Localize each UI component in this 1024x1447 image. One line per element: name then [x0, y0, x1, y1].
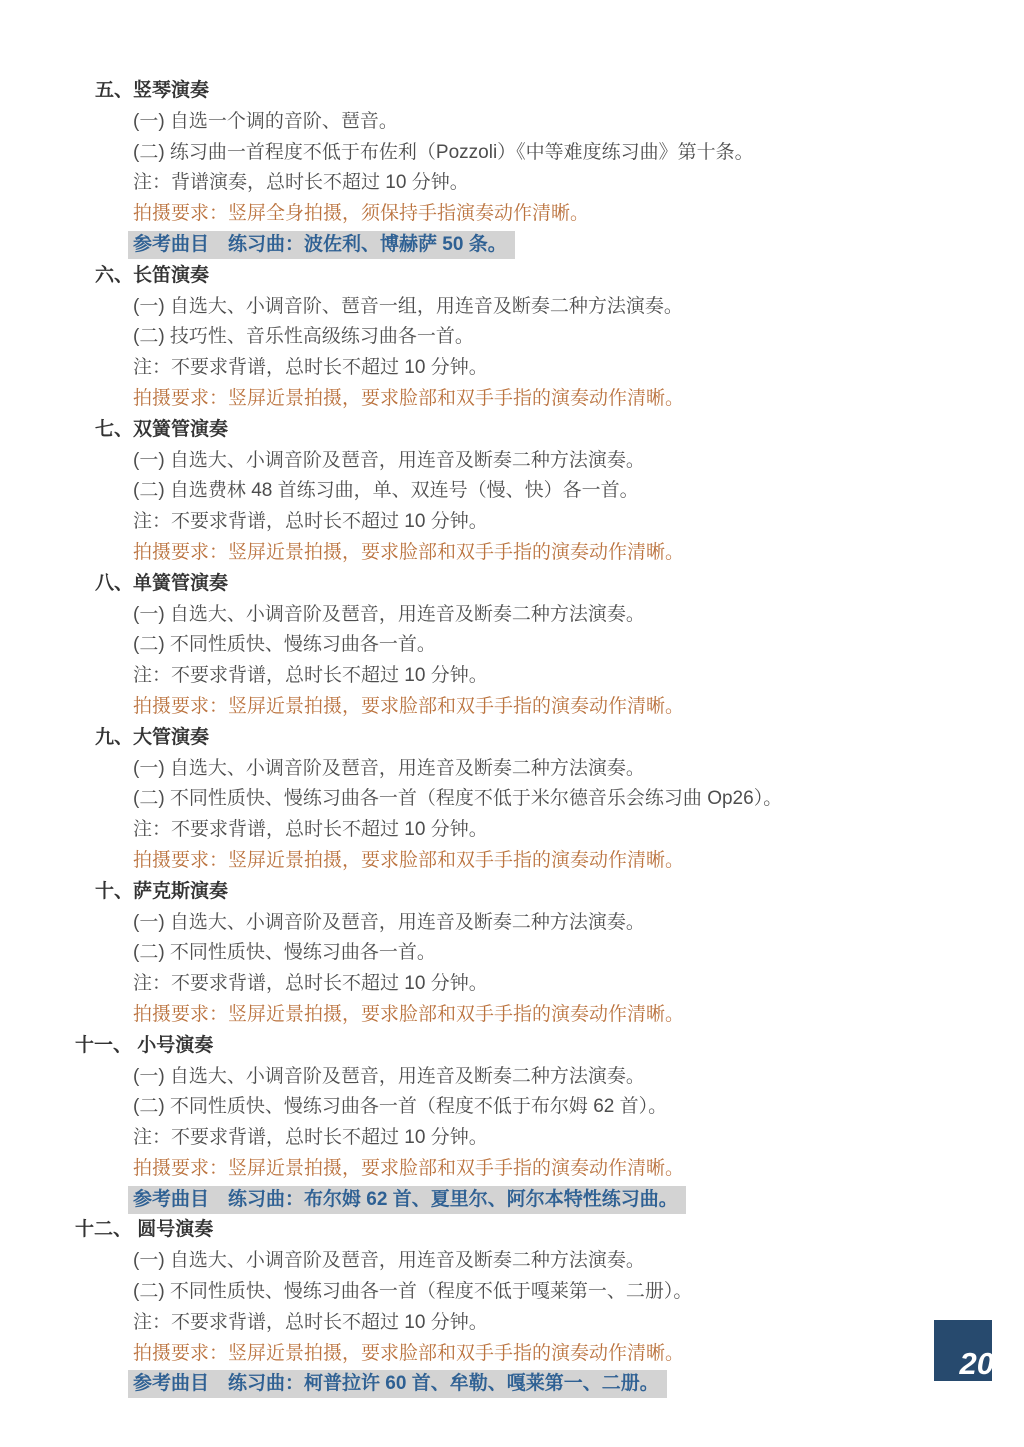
section-heading: 六、长笛演奏 — [95, 264, 210, 286]
page-number: 20 — [959, 1346, 994, 1381]
note-line: 注：不要求背谱，总时长不超过 10 分钟。 — [133, 1311, 488, 1333]
section-bassoon — [0, 723, 1024, 877]
section-clarinet — [0, 569, 1024, 723]
item-line: (二) 自选费林 48 首练习曲，单、双连号（慢、快）各一首。 — [133, 480, 639, 502]
shoot-requirement-line: 拍摄要求：竖屏近景拍摄，要求脸部和双手手指的演奏动作清晰。 — [133, 541, 685, 563]
section-trumpet — [0, 1031, 1024, 1216]
item-line: (一) 自选大、小调音阶及琶音，用连音及断奏二种方法演奏。 — [133, 911, 645, 933]
note-line: 注：不要求背谱，总时长不超过 10 分钟。 — [133, 665, 488, 687]
reference-repertoire-text: 参考曲目 练习曲：柯普拉许 60 首、牟勒、嘎莱第一、二册。 — [128, 1370, 667, 1398]
section-heading: 十二、 圆号演奏 — [75, 1219, 214, 1241]
page-number-box — [934, 1320, 992, 1381]
section-heading: 十一、 小号演奏 — [75, 1034, 214, 1056]
item-line: (二) 练习曲一首程度不低于布佐利（Pozzoli）《中等难度练习曲》第十条。 — [133, 141, 754, 163]
item-line: (二) 不同性质快、慢练习曲各一首。 — [133, 942, 436, 964]
section-heading: 十、萨克斯演奏 — [95, 880, 229, 902]
shoot-requirement-line: 拍摄要求：竖屏近景拍摄，要求脸部和双手手指的演奏动作清晰。 — [133, 1342, 685, 1364]
item-line: (二) 不同性质快、慢练习曲各一首（程度不低于嘎莱第一、二册）。 — [133, 1281, 693, 1303]
reference-repertoire-text: 参考曲目 练习曲：波佐利、博赫萨 50 条。 — [128, 231, 515, 259]
item-line: (一) 自选大、小调音阶及琶音，用连音及断奏二种方法演奏。 — [133, 757, 645, 779]
note-line: 注：不要求背谱，总时长不超过 10 分钟。 — [133, 1127, 488, 1149]
note-line: 注：不要求背谱，总时长不超过 10 分钟。 — [133, 819, 488, 841]
item-line: (二) 技巧性、音乐性高级练习曲各一首。 — [133, 326, 474, 348]
section-heading: 七、双簧管演奏 — [95, 418, 229, 440]
item-line: (二) 不同性质快、慢练习曲各一首（程度不低于米尔德音乐会练习曲 Op26）。 — [133, 788, 783, 810]
item-line: (一) 自选一个调的音阶、琶音。 — [133, 110, 398, 132]
section-harp — [0, 76, 1024, 261]
item-line: (二) 不同性质快、慢练习曲各一首。 — [133, 634, 436, 656]
section-heading: 八、单簧管演奏 — [95, 572, 229, 594]
item-line: (一) 自选大、小调音阶及琶音，用连音及断奏二种方法演奏。 — [133, 449, 645, 471]
note-line: 注：不要求背谱，总时长不超过 10 分钟。 — [133, 357, 488, 379]
section-heading: 九、大管演奏 — [95, 726, 210, 748]
item-line: (二) 不同性质快、慢练习曲各一首（程度不低于布尔姆 62 首）。 — [133, 1096, 668, 1118]
item-line: (一) 自选大、小调音阶及琶音，用连音及断奏二种方法演奏。 — [133, 1250, 645, 1272]
section-oboe — [0, 415, 1024, 569]
reference-line — [128, 1185, 1024, 1216]
reference-repertoire-text: 参考曲目 练习曲：布尔姆 62 首、夏里尔、阿尔本特性练习曲。 — [128, 1186, 686, 1214]
reference-line — [128, 1369, 1024, 1400]
reference-line — [128, 230, 1024, 261]
section-saxophone — [0, 877, 1024, 1031]
item-line: (一) 自选大、小调音阶、琶音一组，用连音及断奏二种方法演奏。 — [133, 295, 683, 317]
item-line: (一) 自选大、小调音阶及琶音，用连音及断奏二种方法演奏。 — [133, 603, 645, 625]
section-heading: 五、竖琴演奏 — [95, 80, 210, 101]
note-line: 注：不要求背谱，总时长不超过 10 分钟。 — [133, 973, 488, 995]
shoot-requirement-line: 拍摄要求：竖屏近景拍摄，要求脸部和双手手指的演奏动作清晰。 — [133, 695, 685, 717]
item-line: (一) 自选大、小调音阶及琶音，用连音及断奏二种方法演奏。 — [133, 1065, 645, 1087]
shoot-requirement-line: 拍摄要求：竖屏近景拍摄，要求脸部和双手手指的演奏动作清晰。 — [133, 1003, 685, 1025]
shoot-requirement-line: 拍摄要求：竖屏近景拍摄，要求脸部和双手手指的演奏动作清晰。 — [133, 849, 685, 871]
note-line: 注：不要求背谱，总时长不超过 10 分钟。 — [133, 511, 488, 533]
shoot-requirement-line: 拍摄要求：竖屏近景拍摄，要求脸部和双手手指的演奏动作清晰。 — [133, 387, 685, 409]
shoot-requirement-line: 拍摄要求：竖屏全身拍摄，须保持手指演奏动作清晰。 — [133, 203, 590, 225]
note-line: 注：背谱演奏，总时长不超过 10 分钟。 — [133, 172, 469, 194]
section-flute — [0, 261, 1024, 415]
section-french-horn — [0, 1215, 1024, 1400]
shoot-requirement-line: 拍摄要求：竖屏近景拍摄，要求脸部和双手手指的演奏动作清晰。 — [133, 1157, 685, 1179]
